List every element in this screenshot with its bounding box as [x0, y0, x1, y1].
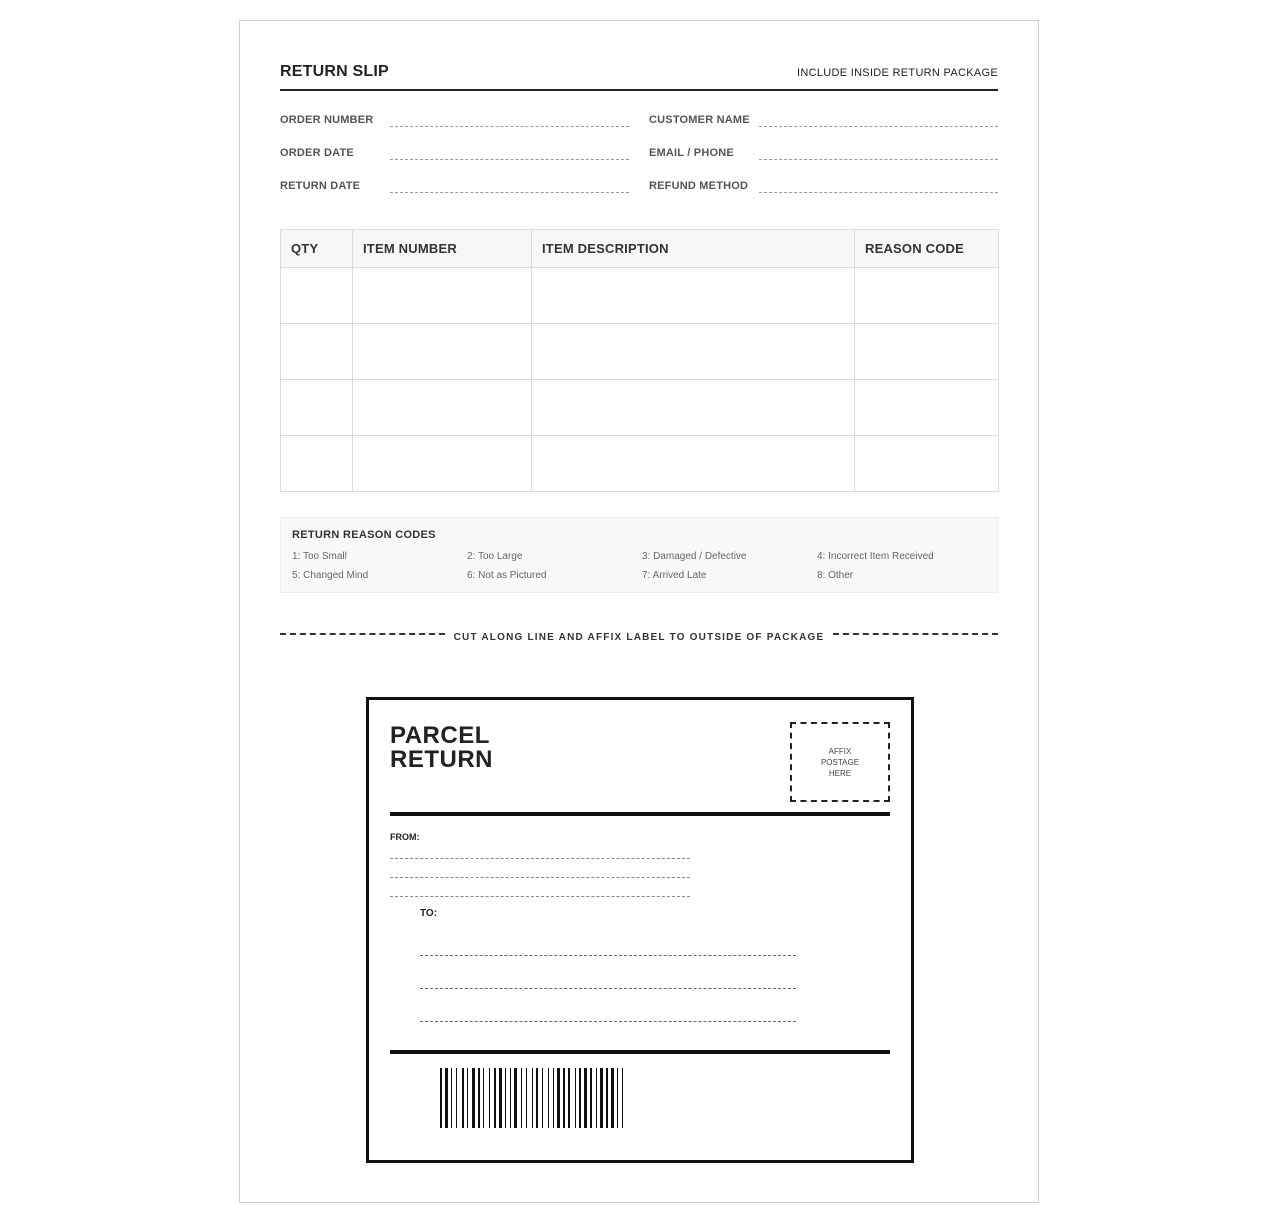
barcode-graphic [440, 1068, 836, 1130]
barcode-bar [568, 1068, 570, 1128]
barcode-bar [456, 1068, 457, 1128]
slip-note: INCLUDE INSIDE RETURN PACKAGE [796, 67, 998, 79]
cut-dash-right [833, 633, 998, 635]
item-description-cell[interactable] [532, 268, 855, 324]
qty-cell[interactable] [281, 436, 353, 492]
qty-cell[interactable] [281, 268, 353, 324]
field-line [759, 159, 998, 160]
item-number-cell[interactable] [353, 268, 532, 324]
barcode-bar [596, 1068, 597, 1128]
barcode-bar [563, 1068, 565, 1128]
to-address-line[interactable] [420, 1021, 796, 1022]
from-address-line[interactable] [390, 877, 690, 878]
parcel-title-line2: RETURN [390, 746, 493, 773]
barcode-bar [510, 1068, 511, 1128]
email-phone-field[interactable] [649, 142, 998, 164]
barcode-bar [505, 1068, 506, 1128]
barcode-bar [440, 1068, 442, 1128]
reason-code-item: 2: Too Large [467, 551, 523, 562]
reason-code-cell[interactable] [855, 380, 999, 436]
order-number-field[interactable] [280, 109, 629, 131]
item-description-cell[interactable] [532, 436, 855, 492]
barcode-bar [553, 1068, 554, 1128]
barcode-bar [548, 1068, 549, 1128]
reason-code-cell[interactable] [855, 324, 999, 380]
order-date-field[interactable] [280, 142, 629, 164]
header-item-number: ITEM NUMBER [353, 230, 532, 268]
label-divider-top [390, 812, 890, 816]
header-reason-code: REASON CODE [855, 230, 999, 268]
barcode-bar [462, 1068, 464, 1128]
barcode-bar [611, 1068, 614, 1128]
reason-code-cell[interactable] [855, 436, 999, 492]
reason-code-cell[interactable] [855, 268, 999, 324]
table-header-row [281, 230, 999, 268]
barcode-bar [494, 1068, 496, 1128]
field-line [390, 159, 629, 160]
reason-code-item: 1: Too Small [292, 551, 347, 562]
barcode-bar [579, 1068, 581, 1128]
slip-title: RETURN SLIP [280, 63, 389, 80]
header-item-description: ITEM DESCRIPTION [532, 230, 855, 268]
barcode-bar [521, 1068, 522, 1128]
barcode-bar [606, 1068, 608, 1128]
barcode-bar [536, 1068, 538, 1128]
barcode-bar [451, 1068, 452, 1128]
reason-code-item: 5: Changed Mind [292, 570, 369, 581]
table-row [281, 324, 999, 380]
to-address-line[interactable] [420, 955, 796, 956]
barcode-bar [622, 1068, 623, 1128]
reason-code-item: 8: Other [817, 570, 854, 581]
table-row [281, 268, 999, 324]
postage-line: HERE [828, 769, 852, 778]
barcode-bar [526, 1068, 527, 1128]
to-label: TO: [420, 908, 438, 919]
barcode [440, 1068, 836, 1130]
item-description-cell[interactable] [532, 324, 855, 380]
field-line [390, 192, 629, 193]
field-line [759, 126, 998, 127]
cut-line-text: CUT ALONG LINE AND AFFIX LABEL TO OUTSIDE OF PACKAGE [453, 632, 825, 643]
barcode-bar [600, 1068, 603, 1128]
return-slip-page [239, 20, 1039, 1203]
reason-code-item: 6: Not as Pictured [467, 570, 547, 581]
return-date-field[interactable] [280, 175, 629, 197]
postage-line: AFFIX [828, 747, 852, 756]
reason-code-item: 3: Damaged / Defective [642, 551, 747, 562]
reason-codes-title: RETURN REASON CODES [292, 529, 436, 541]
barcode-bar [590, 1068, 592, 1128]
reason-code-item: 7: Arrived Late [642, 570, 707, 581]
barcode-bar [575, 1068, 576, 1128]
barcode-bar [542, 1068, 543, 1128]
from-address-line[interactable] [390, 896, 690, 897]
barcode-bar [489, 1068, 490, 1128]
from-address-line[interactable] [390, 858, 690, 859]
barcode-bar [532, 1068, 533, 1128]
parcel-title [390, 724, 493, 772]
barcode-bar [467, 1068, 468, 1128]
customer-name-field[interactable] [649, 109, 998, 131]
from-label: FROM: [390, 832, 420, 842]
field-label: EMAIL / PHONE [649, 147, 734, 159]
barcode-bar [514, 1068, 517, 1128]
field-label: CUSTOMER NAME [649, 114, 750, 126]
parcel-return-label [366, 697, 914, 1163]
field-label: ORDER NUMBER [280, 114, 374, 126]
field-label: ORDER DATE [280, 147, 354, 159]
table-row [281, 380, 999, 436]
barcode-bar [478, 1068, 480, 1128]
items-table [280, 229, 999, 492]
field-label: REFUND METHOD [649, 180, 749, 192]
item-number-cell[interactable] [353, 380, 532, 436]
reason-code-item: 4: Incorrect Item Received [817, 551, 934, 562]
refund-method-field[interactable] [649, 175, 998, 197]
table-row [281, 436, 999, 492]
barcode-bar [557, 1068, 560, 1128]
item-description-cell[interactable] [532, 380, 855, 436]
field-line [759, 192, 998, 193]
qty-cell[interactable] [281, 380, 353, 436]
field-line [390, 126, 629, 127]
header-qty: QTY [281, 230, 353, 268]
to-address-line[interactable] [420, 988, 796, 989]
qty-cell[interactable] [281, 324, 353, 380]
field-label: RETURN DATE [280, 180, 361, 192]
barcode-bar [617, 1068, 618, 1128]
barcode-bar [472, 1068, 475, 1128]
postage-box [790, 722, 890, 802]
item-number-cell[interactable] [353, 324, 532, 380]
label-divider-bottom [390, 1050, 890, 1054]
reason-codes-box [280, 517, 998, 593]
barcode-bar [445, 1068, 448, 1128]
barcode-bar [499, 1068, 502, 1128]
barcode-bar [483, 1068, 484, 1128]
parcel-title-line1: PARCEL [390, 722, 490, 749]
cut-line [280, 626, 998, 646]
slip-header [280, 63, 998, 91]
item-number-cell[interactable] [353, 436, 532, 492]
postage-line: POSTAGE [820, 758, 860, 767]
barcode-bar [584, 1068, 587, 1128]
